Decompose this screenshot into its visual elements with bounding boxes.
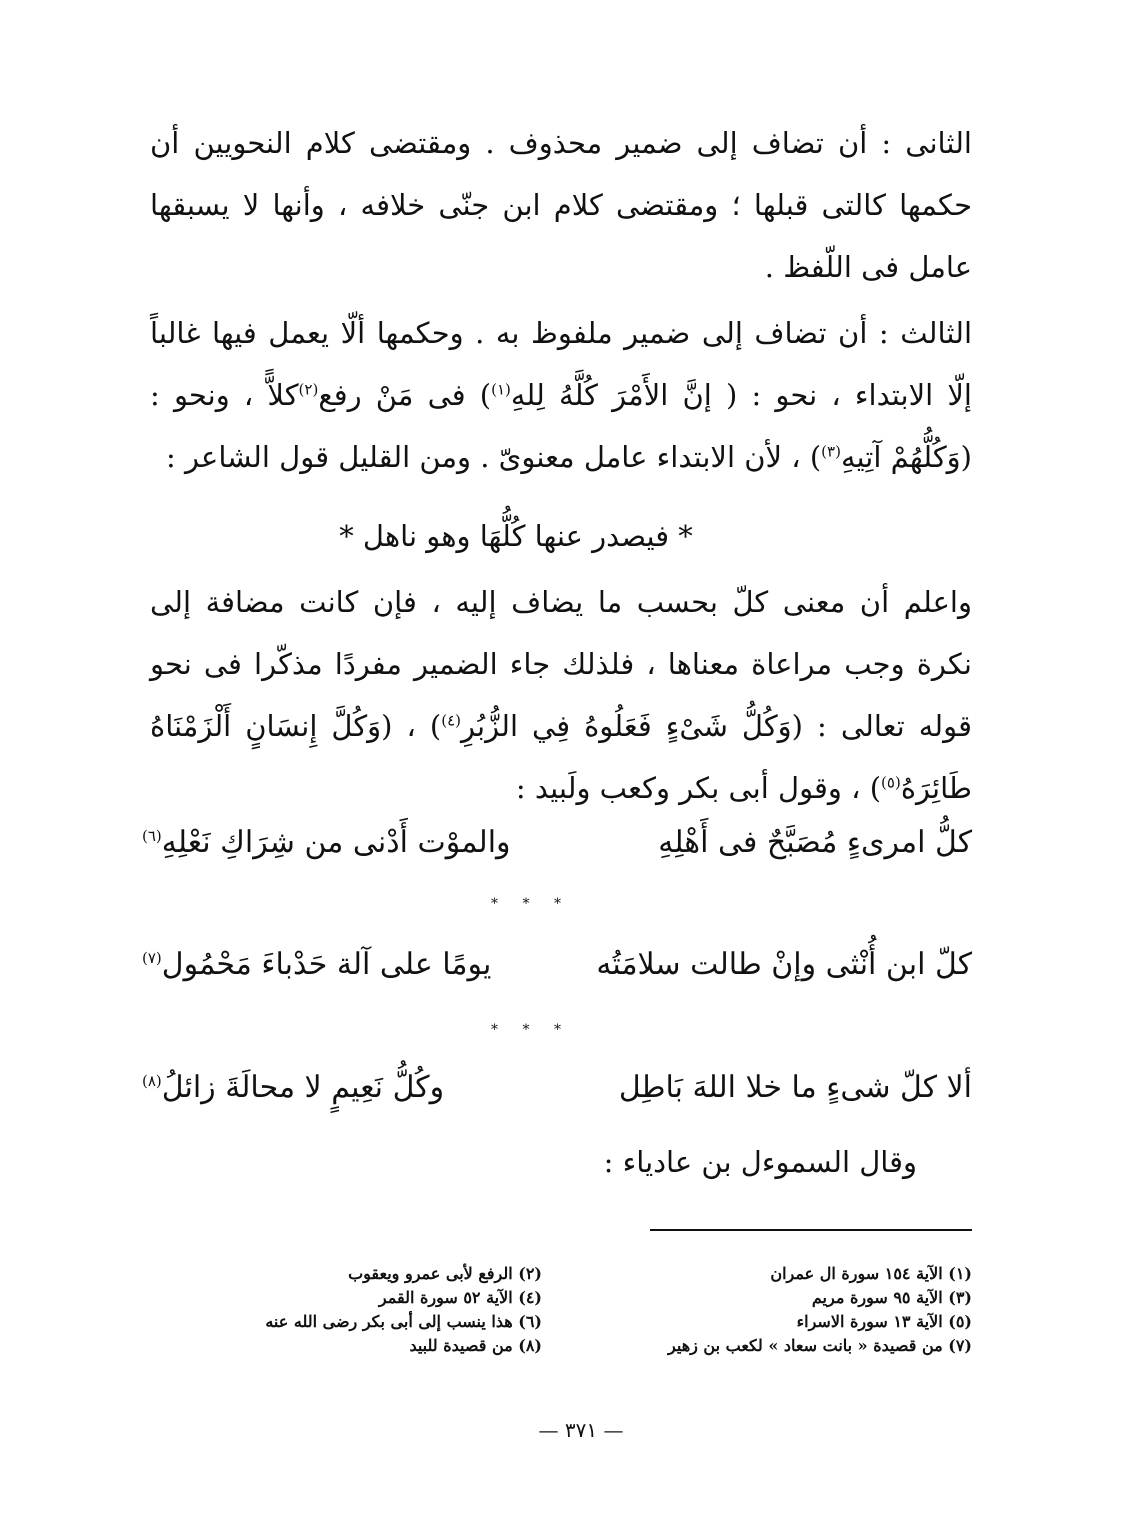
verse-hemistich-first: ألا كلّ شىءٍ ما خلا اللهَ بَاطِل <box>618 1070 972 1105</box>
hemistich-text: والموْت أَدْنى من شِرَاكِ نَعْلِهِ <box>161 825 511 860</box>
paragraph-third-case <box>150 302 972 488</box>
verse-quote: * فيصدر عنها كُلُّهَا وهو ناهل * <box>339 519 693 553</box>
paragraph-text: ) ، (وَكُلَّ إِنسَانٍ أَلْزَمْنَاهُ طَائِرَهُ <box>150 709 972 805</box>
footnote-item: (٧) من قصيدة « بانت سعاد » لكعب بن زهير <box>668 1336 972 1355</box>
footnote-item: (٨) من قصيدة للبيد <box>409 1336 542 1355</box>
paragraph-text: ) ، لأن الابتداء عامل معنوىّ . ومن القليل قول الشاعر : <box>166 440 822 474</box>
page-number: — ٣٧١ — <box>538 1418 624 1442</box>
verse-hemistich-first: كلُّ امرىءٍ مُصَبَّحٌ فى أَهْلِهِ <box>658 825 972 860</box>
footnote-ref-3: (٣) <box>821 442 841 461</box>
footnotes <box>142 1262 972 1358</box>
footnote-ref-1: (١) <box>491 380 511 399</box>
paragraph-text: الثالث : أن تضاف إلى ضمير ملفوظ به . وحكمها ألّا يعمل فيها غالباً إلّا الابتداء ، نحو : ( إنَّ الأَمْرَ كُلَّهُ لِلهِ <box>150 316 972 412</box>
footnote-item: (٤) الآية ٥٢ سورة القمر <box>378 1288 542 1307</box>
footnote-item: (١) الآية ١٥٤ سورة ال عمران <box>770 1264 972 1283</box>
verse-hemistich-second <box>142 1063 444 1113</box>
paragraph-text: ) ، وقول أبى بكر وكعب ولَبيد : <box>515 771 882 805</box>
footnote-ref-7: (٧) <box>142 949 162 967</box>
footnote-item: (٥) الآية ١٣ سورة الاسراء <box>796 1312 972 1331</box>
footnotes-right-column <box>572 1262 972 1358</box>
footnotes-left-column <box>142 1262 542 1358</box>
separator-stars: * * * <box>491 1022 571 1038</box>
footnote-ref-8: (٨) <box>142 1072 162 1090</box>
footnote-item: (٦) هذا ينسب إلى أبى بكر رضى الله عنه <box>265 1312 542 1331</box>
verse-hemistich-second <box>142 818 511 868</box>
hemistich-text: وكُلُّ نَعِيمٍ لا محالَةَ زائلُ <box>161 1070 445 1105</box>
footnote-item: (٣) الآية ٩٥ سورة مريم <box>811 1288 972 1307</box>
paragraph-text: ) فى مَنْ رفع <box>318 378 492 412</box>
footnote-ref-6: (٦) <box>142 827 162 845</box>
paragraph-samawal-intro: وقال السموءل بن عادياء : <box>603 1145 917 1179</box>
poem-verse <box>142 818 972 868</box>
footnote-ref-5: (٥) <box>881 773 901 792</box>
poem-verse <box>142 1063 972 1113</box>
verse-hemistich-first: كلّ ابن أُنْثى وإنْ طالت سلامَتُه <box>596 947 972 982</box>
paragraph-text: واعلم أن معنى كلّ بحسب ما يضاف إليه ، فإن كانت مضافة إلى نكرة وجب مراعاة معناها ، فلذلك جاء الضمير مفردًا مذكّرا فى نحو قوله تعالى : (وَكُلُّ شَىْءٍ فَعَلُوهُ فِي الزُّبُرِ <box>150 585 972 743</box>
footnote-ref-4: (٤) <box>441 711 462 730</box>
footnote-divider <box>650 1229 972 1231</box>
poem-verse <box>142 940 972 990</box>
footnote-ref-2: (٢) <box>298 380 319 399</box>
footnote-item: (٢) الرفع لأبى عمرو ويعقوب <box>348 1264 542 1283</box>
paragraph-second-case: الثانى : أن تضاف إلى ضمير محذوف . ومقتضى كلام النحويين أن حكمها كالتى قبلها ؛ ومقتضى كلام ابن جنّى خلافه ، وأنها لا يسبقها عامل فى اللّفظ . <box>150 126 972 284</box>
paragraph-text: كلاًّ ، ونحو : (وَكُلُّهُمْ آتِيهِ <box>150 378 972 474</box>
paragraph-meaning-of-kull <box>150 571 972 819</box>
separator-stars: * * * <box>491 896 571 912</box>
verse-hemistich-second <box>142 940 491 990</box>
hemistich-text: يومًا على آلة حَدْباءَ مَحْمُول <box>161 947 492 982</box>
